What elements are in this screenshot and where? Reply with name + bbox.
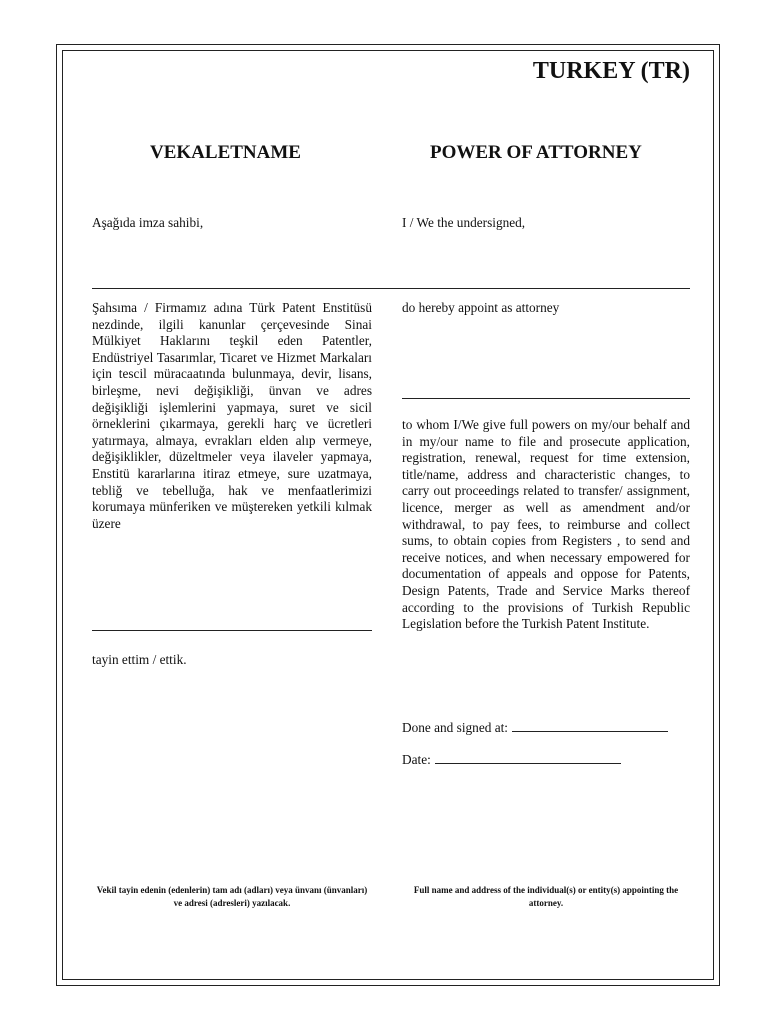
english-intro: I / We the undersigned,	[402, 215, 526, 230]
done-signed-label: Done and signed at:	[402, 720, 508, 735]
country-title: TURKEY (TR)	[532, 58, 690, 84]
english-body-text: to whom I/We give full powers on my/our behalf and in my/our name to file and prosecute application, registration, renewal, request for time extension, title/name, address and characteristic changes, to carry out proceedings related to transfer/ assignment, licence, merger as well as amendment and/or withdrawal, to pay fees, to reimburse and collect sums, to obtain copies from Registers , to send and receive notices, and when necessary empowered for documentation of appeals and oppose for Patents, Design Patents, Trade and Service Marks thereof according to the provisions of Turkish Republic Legislation before the Turkish Patent Institute.	[402, 417, 690, 632]
date-blank	[435, 753, 621, 764]
turkish-attorney-name-line	[92, 630, 372, 631]
turkish-intro: Aşağıda imza sahibi,	[92, 215, 204, 230]
turkish-footnote: Vekil tayin edenin (edenlerin) tam adı (adları) veya ünvanı (ünvanları) ve adresi (adresleri) yazılacak.	[96, 885, 368, 908]
undersigned-name-line	[92, 288, 690, 289]
english-attorney-name-line	[402, 398, 690, 399]
date-label: Date:	[402, 752, 431, 767]
date-field	[402, 752, 621, 768]
done-signed-field	[402, 720, 668, 736]
english-footnote: Full name and address of the individual(s) or entity(s) appointing the attorney.	[413, 885, 679, 908]
done-signed-blank	[512, 721, 668, 732]
turkish-title: VEKALETNAME	[150, 142, 301, 163]
english-title: POWER OF ATTORNEY	[430, 142, 642, 163]
english-appoint-text: do hereby appoint as attorney	[402, 300, 560, 315]
turkish-body-text: Şahsıma / Firmamız adına Türk Patent Enstitüsü nezdinde, ilgili kanunlar çerçevesinde Sinai Mülkiyet Haklarını teşkil eden Patentler, Endüstriyel Tasarımlar, Ticaret ve Hizmet Markaları için tescil müracaatında bulunmaya, devir, lisans, birleşme, nevi değişikliği, ünvan ve adres değişikliği işlemlerini yapmaya, suret ve sicil örneklerini çıkarmaya, gerekli harç ve ücretleri yatırmaya, almaya, evrakları elden alıp vermeye, değişiklikler, düzeltmeler veya ilaveler yapmaya, Enstitü kararlarına itiraz etmeye, sure uzatmaya, tebliğ ve tebelluğa, hak ve menfaatlerimizi korumaya münferiken ve müştereken yetkili kılmak üzere	[92, 300, 372, 531]
turkish-closing: tayin ettim / ettik.	[92, 652, 187, 667]
